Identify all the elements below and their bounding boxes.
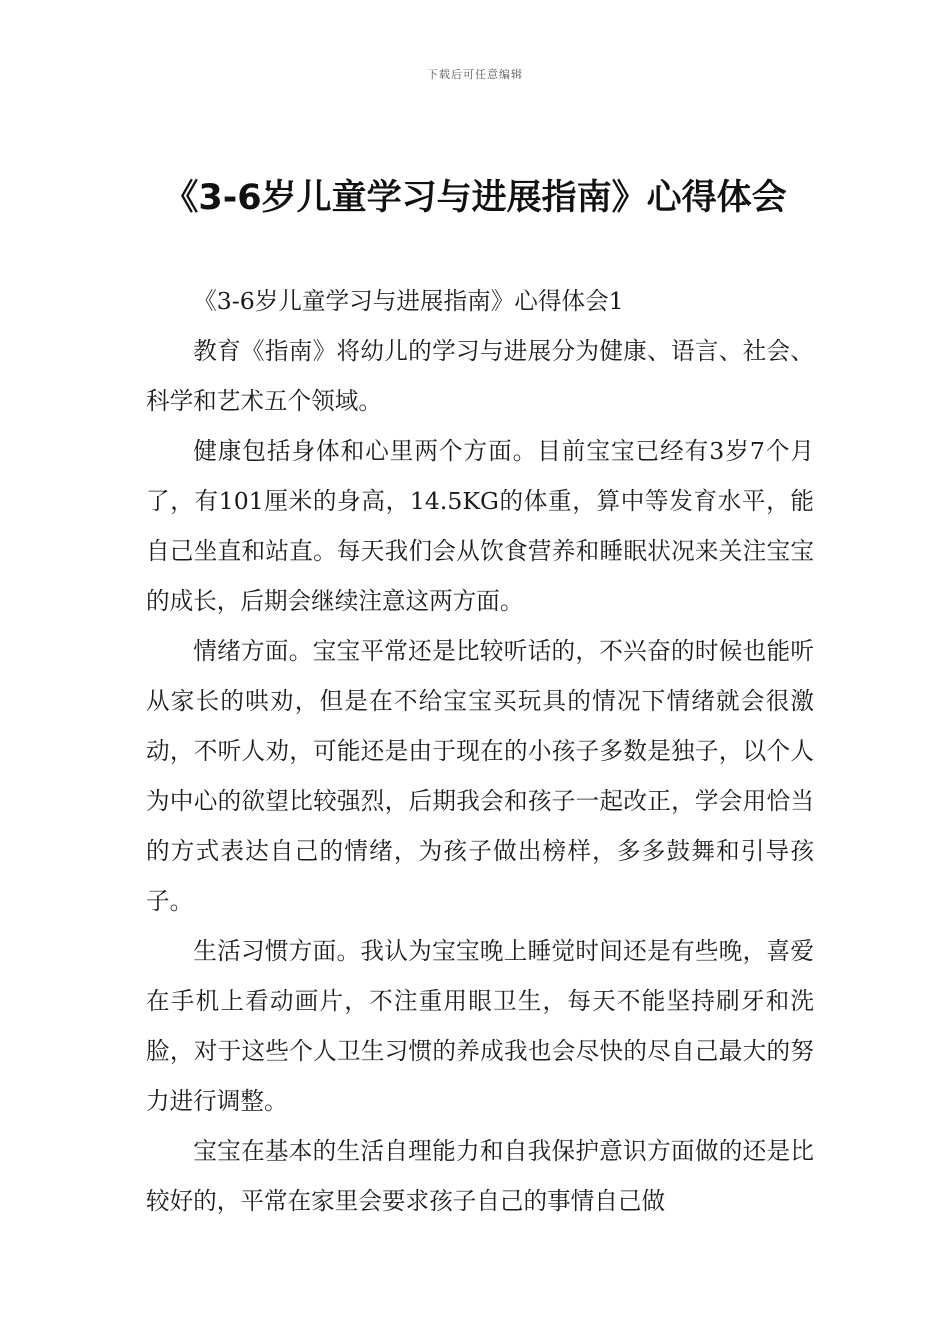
section-subtitle: 《3-6岁儿童学习与进展指南》心得体会1 <box>193 287 624 315</box>
paragraph-4: 生活习惯方面。我认为宝宝晚上睡觉时间还是有些晚，喜爱在手机上看动画片，不注重用眼卫生，每天不能坚持刷牙和洗脸，对于这些个人卫生习惯的养成我也会尽快的尽自己最大的努力进行调整。 <box>146 937 814 1115</box>
paragraph-5: 宝宝在基本的生活自理能力和自我保护意识方面做的还是比较好的，平常在家里会要求孩子自己的事情自己做 <box>146 1137 814 1215</box>
document-body <box>146 276 814 1226</box>
paragraph-3: 情绪方面。宝宝平常还是比较听话的，不兴奋的时候也能听从家长的哄劝，但是在不给宝宝买玩具的情况下情绪就会很激动，不听人劝，可能还是由于现在的小孩子多数是独子，以个人为中心的欲望比较强烈，后期我会和孩子一起改正，学会用恰当的方式表达自己的情绪，为孩子做出榜样，多多鼓舞和引导孩子。 <box>146 637 814 915</box>
header-note: 下载后可任意编辑 <box>427 68 523 81</box>
paragraph-1: 教育《指南》将幼儿的学习与进展分为健康、语言、社会、科学和艺术五个领域。 <box>146 337 814 415</box>
paragraph-2: 健康包括身体和心里两个方面。目前宝宝已经有3岁7个月了，有101厘米的身高，14.5KG的体重，算中等发育水平，能自己坐直和站直。每天我们会从饮食营养和睡眠状况来关注宝宝的成长，后期会继续注意这两方面。 <box>146 437 814 615</box>
document-title: 《3-6岁儿童学习与进展指南》心得体会 <box>163 178 787 218</box>
